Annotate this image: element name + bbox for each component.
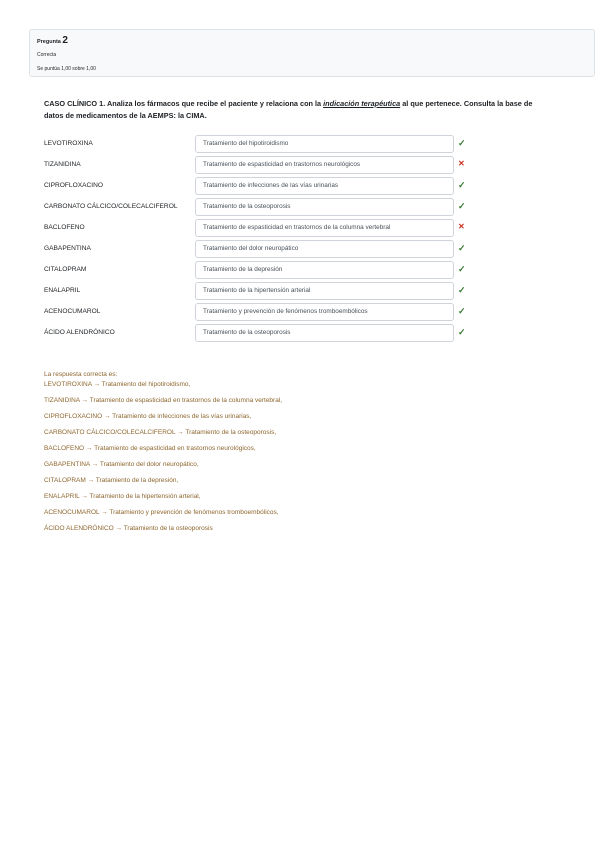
correct-check-icon: ✓: [458, 138, 466, 148]
correct-check-icon: ✓: [458, 285, 466, 295]
feedback-line: ACENOCUMAROL → Tratamiento y prevención de fenómenos tromboembólicos,: [44, 509, 279, 516]
match-row: [44, 302, 474, 323]
drug-label: CARBONATO CÁLCICO/COLECALCIFEROL: [44, 203, 178, 210]
feedback-intro: La respuesta correcta es:: [44, 371, 118, 378]
drug-label: ENALAPRIL: [44, 287, 81, 294]
feedback-line: ÁCIDO ALENDRÓNICO → Tratamiento de la osteoporosis: [44, 525, 213, 532]
drug-label: CIPROFLOXACINO: [44, 182, 103, 189]
feedback-line: BACLOFENO → Tratamiento de espasticidad en trastornos neurológicos,: [44, 445, 256, 452]
feedback-line: LEVOTIROXINA → Tratamiento del hipotiroidismo,: [44, 381, 191, 388]
match-row: [44, 239, 474, 260]
question-emphasis: indicación terapéutica: [323, 99, 401, 108]
match-row: [44, 134, 474, 155]
correct-check-icon: ✓: [458, 306, 466, 316]
question-info-box: [29, 29, 595, 77]
drug-label: TIZANIDINA: [44, 161, 81, 168]
match-row: [44, 281, 474, 302]
incorrect-cross-icon: ✕: [458, 159, 465, 168]
question-text-before: CASO CLÍNICO 1. Analiza los fármacos que recibe el paciente y relaciona con la: [44, 99, 324, 108]
feedback-line: TIZANIDINA → Tratamiento de espasticidad en trastornos de la columna vertebral,: [44, 397, 283, 404]
correct-check-icon: ✓: [458, 180, 466, 190]
correct-check-icon: ✓: [458, 264, 466, 274]
answer-select[interactable]: Tratamiento de la osteoporosis: [195, 198, 454, 216]
match-row: [44, 155, 474, 176]
match-row: [44, 218, 474, 239]
correct-check-icon: ✓: [458, 243, 466, 253]
answer-select[interactable]: Tratamiento de la depresión: [195, 261, 454, 279]
answer-select[interactable]: Tratamiento y prevención de fenómenos tromboembólicos: [195, 303, 454, 321]
question-state: Correcta: [37, 52, 57, 58]
question-text: [44, 98, 552, 122]
feedback-line: CITALOPRAM → Tratamiento de la depresión,: [44, 477, 179, 484]
question-text-after: al que pertenece. Consulta la base de datos de medicamentos de la AEMPS: la CIMA.: [44, 99, 533, 120]
answer-select[interactable]: Tratamiento de la osteoporosis: [195, 324, 454, 342]
match-row: [44, 323, 474, 344]
feedback-line: ENALAPRIL → Tratamiento de la hipertensión arterial,: [44, 493, 201, 500]
drug-label: GABAPENTINA: [44, 245, 91, 252]
answer-select[interactable]: Tratamiento de infecciones de las vías urinarias: [195, 177, 454, 195]
drug-label: LEVOTIROXINA: [44, 140, 93, 147]
drug-label: ÁCIDO ALENDRÓNICO: [44, 329, 115, 336]
match-row: [44, 176, 474, 197]
drug-label: CITALOPRAM: [44, 266, 87, 273]
drug-label: ACENOCUMAROL: [44, 308, 101, 315]
answer-select[interactable]: Tratamiento de la hipertensión arterial: [195, 282, 454, 300]
match-row: [44, 197, 474, 218]
answer-select[interactable]: Tratamiento del dolor neuropático: [195, 240, 454, 258]
correct-check-icon: ✓: [458, 201, 466, 211]
feedback-line: CIPROFLOXACINO → Tratamiento de infecciones de las vías urinarias,: [44, 413, 252, 420]
question-label: Pregunta: [37, 39, 61, 45]
answer-select[interactable]: Tratamiento del hipotiroidismo: [195, 135, 454, 153]
question-number-value: 2: [62, 35, 68, 46]
correct-check-icon: ✓: [458, 327, 466, 337]
feedback-line: CARBONATO CÁLCICO/COLECALCIFEROL → Tratamiento de la osteoporosis,: [44, 429, 277, 436]
incorrect-cross-icon: ✕: [458, 222, 465, 231]
question-grade: Se puntúa 1,00 sobre 1,00: [37, 66, 96, 72]
drug-label: BACLOFENO: [44, 224, 85, 231]
answer-select[interactable]: Tratamiento de espasticidad en trastornos neurológicos: [195, 156, 454, 174]
match-row: [44, 260, 474, 281]
answer-select[interactable]: Tratamiento de espasticidad en trastornos de la columna vertebral: [195, 219, 454, 237]
feedback-line: GABAPENTINA → Tratamiento del dolor neuropático,: [44, 461, 199, 468]
match-rows: [44, 134, 474, 344]
question-number: [37, 35, 587, 48]
correct-answer-feedback: [44, 370, 564, 533]
